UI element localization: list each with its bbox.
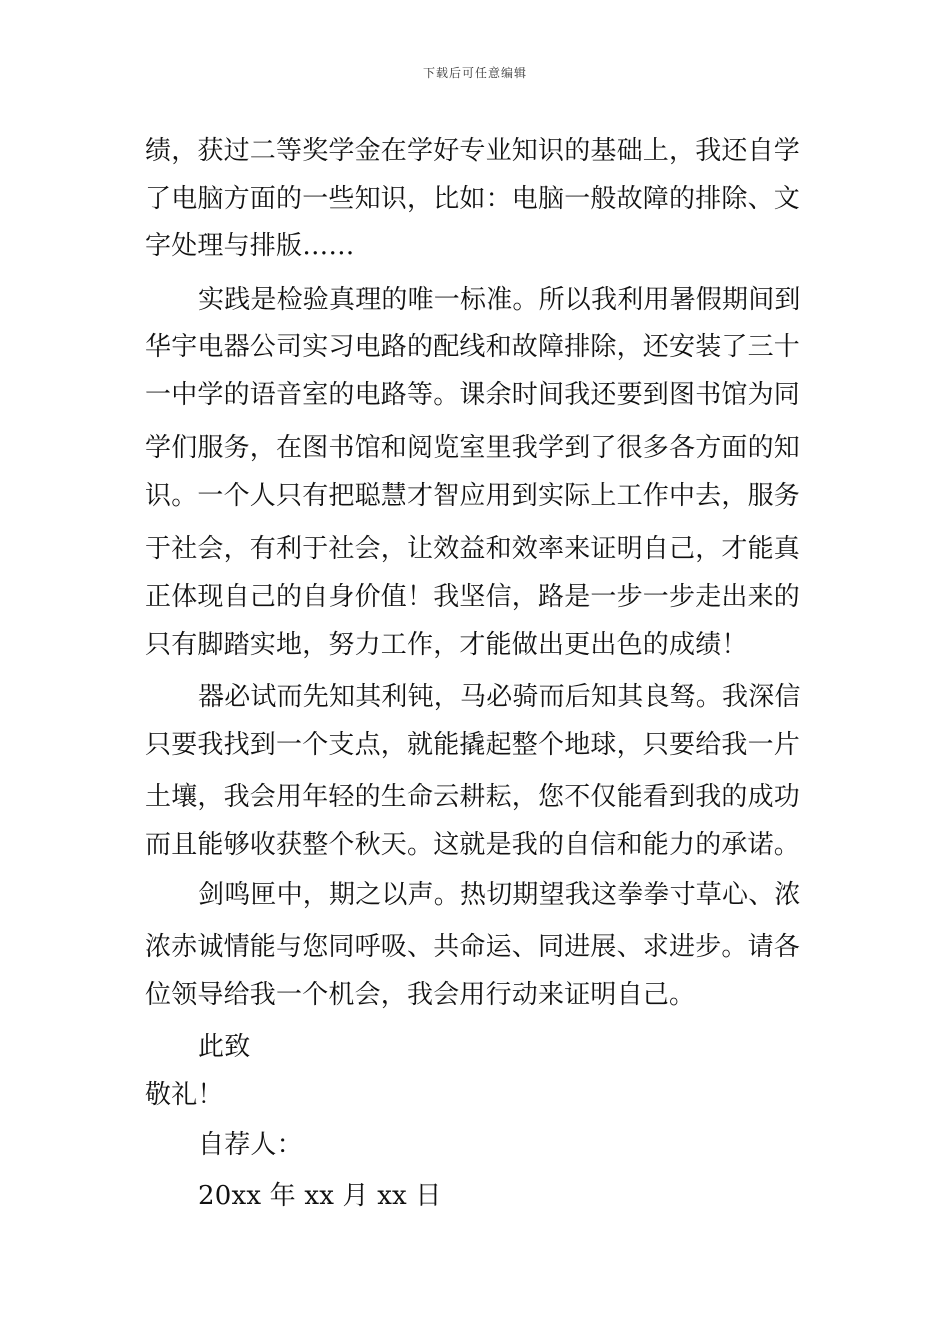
text-line: 于社会，有利于社会，让效益和效率来证明自己，才能真 [145,534,801,564]
text-line: 土壤，我会用年轻的生命云耕耘，您不仅能看到我的成功 [145,782,801,812]
text-line: 而且能够收获整个秋天。这就是我的自信和能力的承诺。 [145,830,801,860]
text-line: 绩，获过二等奖学金在学好专业知识的基础上，我还自学 [145,136,801,166]
text-line: 了电脑方面的一些知识，比如：电脑一般故障的排除、文 [145,184,801,214]
closing-regards: 敬礼！ [145,1080,224,1110]
closing-salutation: 此致 [198,1032,251,1062]
text-line: 位领导给我一个机会，我会用行动来证明自己。 [145,980,696,1010]
signature-label: 自荐人： [198,1130,303,1160]
text-line: 识。一个人只有把聪慧才智应用到实际上工作中去，服务 [145,481,801,511]
paragraph-start-line: 器必试而先知其利钝，马必骑而后知其良驽。我深信 [198,682,801,712]
text-line: 只有脚踏实地，努力工作，才能做出更出色的成绩！ [145,630,748,660]
text-line: 字处理与排版…… [145,231,355,261]
paragraph-start-line: 剑鸣匣中，期之以声。热切期望我这拳拳寸草心、浓 [198,880,801,910]
text-line: 正体现自己的自身价值！我坚信，路是一步一步走出来的 [145,582,801,612]
text-line: 学们服务，在图书馆和阅览室里我学到了很多各方面的知 [145,433,801,463]
text-line: 一中学的语音室的电路等。课余时间我还要到图书馆为同 [145,380,801,410]
text-line: 华宇电器公司实习电路的配线和故障排除，还安装了三十 [145,332,801,362]
date-line: 20xx 年 xx 月 xx 日 [198,1181,442,1211]
page-header: 下载后可任意编辑 [422,66,527,80]
text-line: 浓赤诚情能与您同呼吸、共命运、同进展、求进步。请各 [145,932,801,962]
paragraph-start-line: 实践是检验真理的唯一标准。所以我利用暑假期间到 [198,285,801,315]
text-line: 只要我找到一个支点，就能撬起整个地球，只要给我一片 [145,730,801,760]
